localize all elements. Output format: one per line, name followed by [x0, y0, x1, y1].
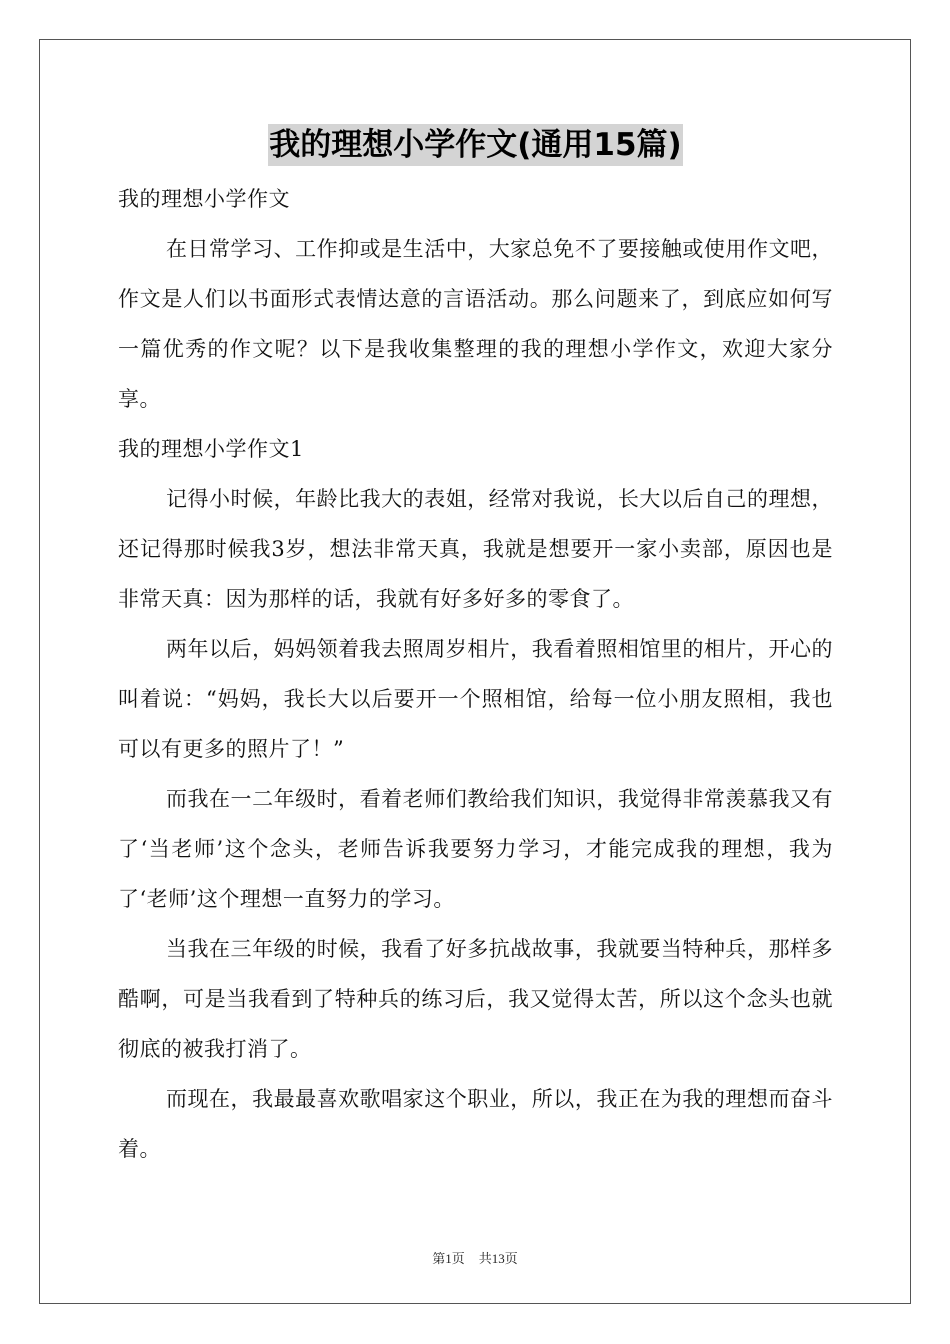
- intro-paragraph: 在日常学习、工作抑或是生活中，大家总免不了要接触或使用作文吧，作文是人们以书面形式表情达意的言语活动。那么问题来了，到底应如何写一篇优秀的作文呢？以下是我收集整理的我的理想小学作文，欢迎大家分享。: [118, 237, 833, 411]
- document-title: 我的理想小学作文(通用15篇): [268, 124, 682, 166]
- page-footer: [0, 1248, 950, 1267]
- document-body: [118, 124, 833, 1174]
- body-paragraph-5: 而现在，我最最喜欢歌唱家这个职业，所以，我正在为我的理想而奋斗着。: [118, 1087, 833, 1161]
- title-wrap: [118, 124, 833, 166]
- intro-heading: 我的理想小学作文: [118, 187, 290, 211]
- body-paragraph-1: 记得小时候，年龄比我大的表姐，经常对我说，长大以后自己的理想，还记得那时候我3岁，想法非常天真，我就是想要开一家小卖部，原因也是非常天真：因为那样的话，我就有好多好多的零食了。: [118, 487, 833, 611]
- page-number: 第1页: [432, 1251, 465, 1266]
- body-paragraph-3: 而我在一二年级时，看着老师们教给我们知识，我觉得非常羡慕我又有了‘当老师’这个念头，老师告诉我要努力学习，才能完成我的理想，我为了‘老师’这个理想一直努力的学习。: [118, 787, 833, 911]
- body-paragraph-2: 两年以后，妈妈领着我去照周岁相片，我看着照相馆里的相片，开心的叫着说：“妈妈，我长大以后要开一个照相馆，给每一位小朋友照相，我也可以有更多的照片了！”: [118, 637, 833, 761]
- body-paragraph-4: 当我在三年级的时候，我看了好多抗战故事，我就要当特种兵，那样多酷啊，可是当我看到了特种兵的练习后，我又觉得太苦，所以这个念头也就彻底的被我打消了。: [118, 937, 833, 1061]
- section-heading: 我的理想小学作文1: [118, 437, 304, 461]
- page-total: 共13页: [478, 1251, 518, 1266]
